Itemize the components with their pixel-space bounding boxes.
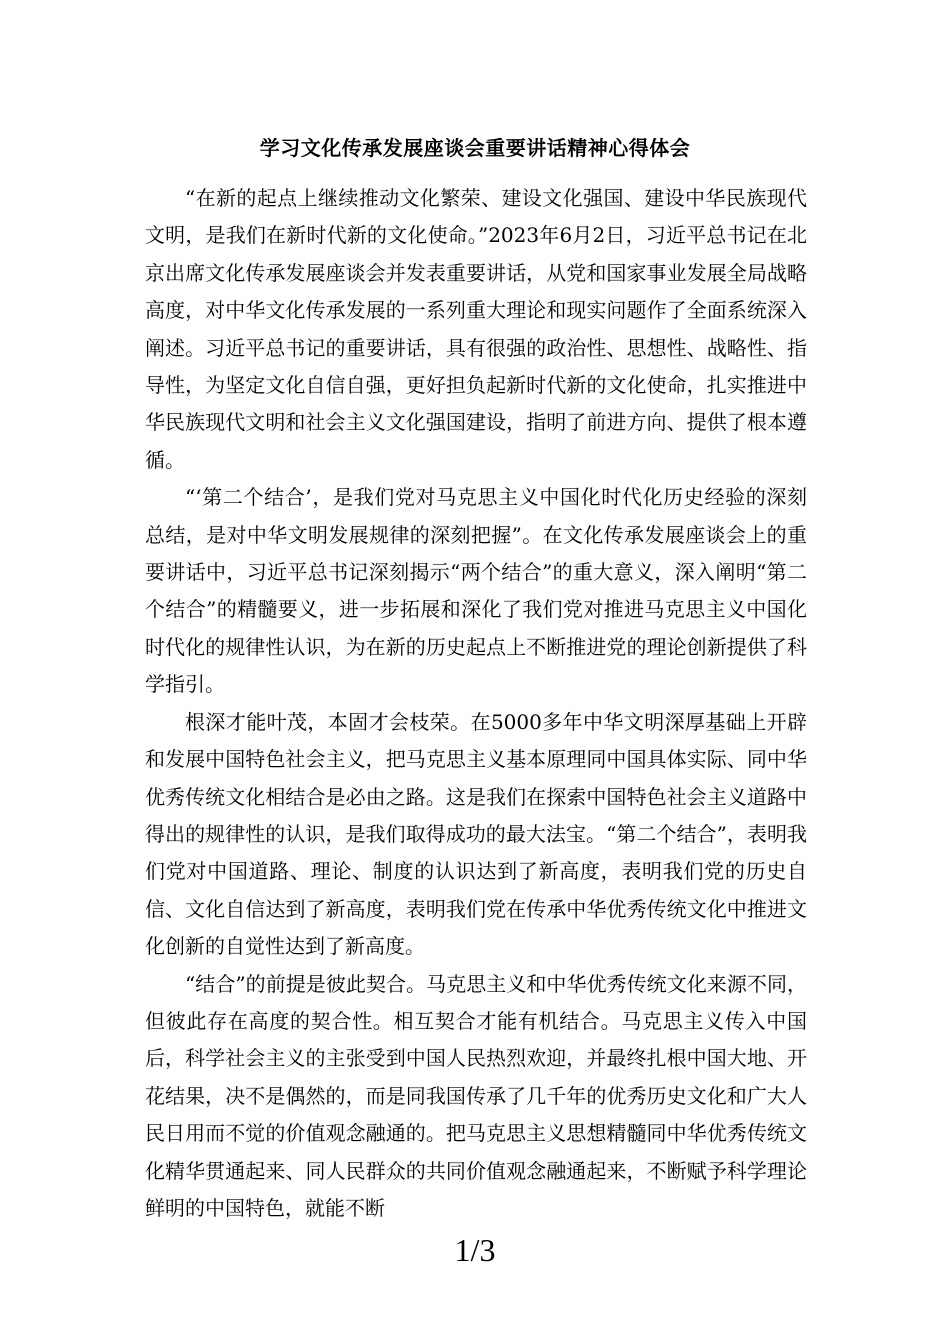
document-title: 学习文化传承发展座谈会重要讲话精神心得体会 [259, 136, 691, 160]
document-body [145, 180, 807, 1227]
paragraph-3: 根深才能叶茂，本固才会枝荣。在5000多年中华文明深厚基础上开辟和发展中国特色社会主义，把马克思主义基本原理同中国具体实际、同中华优秀传统文化相结合是必由之路。这是我们在探索中国特色社会主义道路中得出的规律性的认识，是我们取得成功的最大法宝。“第二个结合”，表明我们党对中国道路、理论、制度的认识达到了新高度，表明我们党的历史自信、文化自信达到了新高度，表明我们党在传承中华优秀传统文化中推进文化创新的自觉性达到了新高度。 [145, 709, 807, 959]
paragraph-4: “结合”的前提是彼此契合。马克思主义和中华优秀传统文化来源不同，但彼此存在高度的契合性。相互契合才能有机结合。马克思主义传入中国后，科学社会主义的主张受到中国人民热烈欢迎，并最终扎根中国大地、开花结果，决不是偶然的，而是同我国传承了几千年的优秀历史文化和广大人民日用而不觉的价值观念融通的。把马克思主义思想精髓同中华优秀传统文化精华贯通起来、同人民群众的共同价值观念融通起来，不断赋予科学理论鲜明的中国特色，就能不断 [145, 971, 807, 1220]
paragraph-1: “在新的起点上继续推动文化繁荣、建设文化强国、建设中华民族现代文明，是我们在新时代新的文化使命。”2023年6月2日，习近平总书记在北京出席文化传承发展座谈会并发表重要讲话，从党和国家事业发展全局战略高度，对中华文化传承发展的一系列重大理论和现实问题作了全面系统深入阐述。习近平总书记的重要讲话，具有很强的政治性、思想性、战略性、指导性，为坚定文化自信自强，更好担负起新时代新的文化使命，扎实推进中华民族现代文明和社会主义文化强国建设，指明了前进方向、提供了根本遵循。 [145, 186, 807, 472]
paragraph-2: “‘第二个结合’，是我们党对马克思主义中国化时代化历史经验的深刻总结，是对中华文明发展规律的深刻把握”。在文化传承发展座谈会上的重要讲话中，习近平总书记深刻揭示“两个结合”的重大意义，深入阐明“第二个结合”的精髓要义，进一步拓展和深化了我们党对推进马克思主义中国化时代化的规律性认识，为在新的历史起点上不断推进党的理论创新提供了科学指引。 [145, 485, 807, 697]
page-number: 1/3 [454, 1232, 496, 1268]
